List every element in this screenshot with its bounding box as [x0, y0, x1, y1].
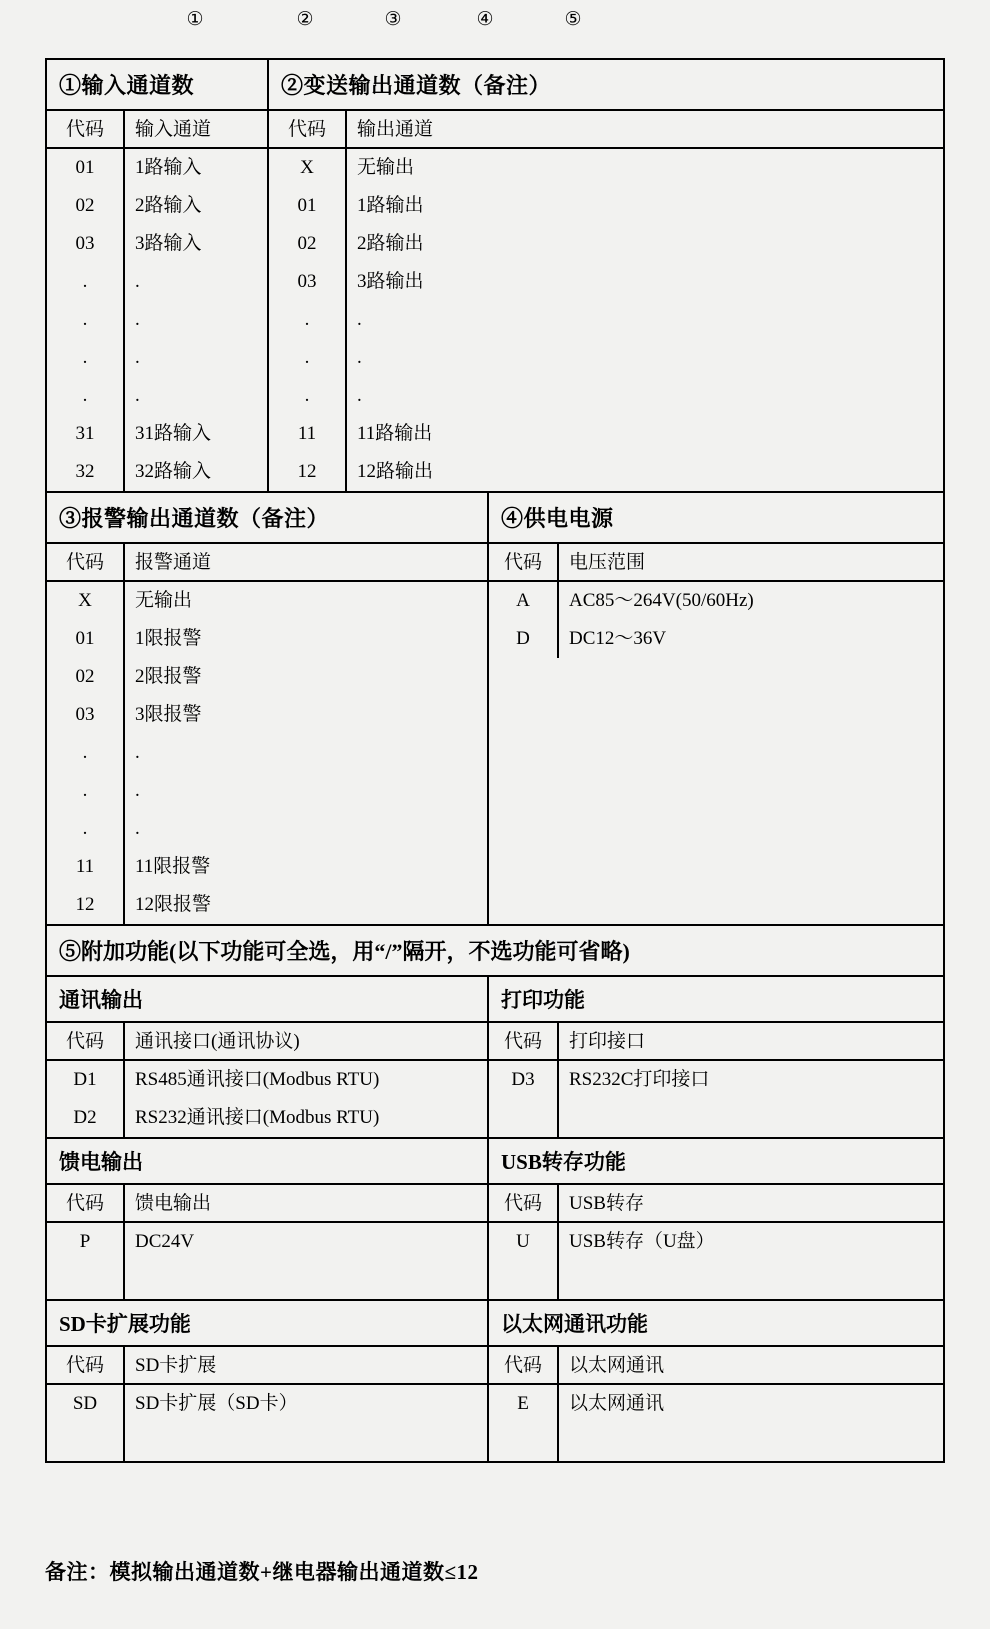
spec-table	[45, 58, 945, 1463]
sd-code-column	[47, 1347, 125, 1461]
desc-cell: .	[135, 385, 140, 406]
power-desc-column	[125, 1185, 487, 1299]
desc-cell: 3限报警	[135, 704, 202, 725]
block-title-row-1	[47, 977, 943, 1023]
section-5-title: ⑤附加功能(以下功能可全选，用“/”隔开，不选功能可省略)	[59, 939, 630, 964]
section-1-code-header: 代码	[47, 111, 123, 149]
desc-cell: 1路输入	[135, 157, 202, 178]
desc-cell: .	[135, 309, 140, 330]
code-cell: E	[517, 1393, 529, 1414]
code-cell: 02	[75, 195, 95, 216]
desc-cell: 12路输出	[357, 461, 434, 482]
code-cell: D2	[73, 1107, 97, 1128]
block-title-usb: USB转存功能	[501, 1150, 626, 1174]
code-cell: 02	[297, 233, 317, 254]
desc-cell: 11限报警	[135, 856, 211, 877]
section-2-desc-column	[347, 111, 943, 491]
desc-cell: RS232C打印接口	[569, 1069, 710, 1090]
marker-3: ③	[384, 9, 402, 30]
power-desc-header: 馈电输出	[125, 1185, 487, 1223]
block-title-cell-print	[487, 977, 943, 1021]
block-body-ethernet	[487, 1347, 943, 1461]
section-1-desc-header: 输入通道	[125, 111, 267, 149]
desc-cell: 12限报警	[135, 894, 212, 915]
power-code-header: 代码	[47, 1185, 123, 1223]
code-cell: D1	[73, 1069, 97, 1090]
code-cell: 01	[297, 195, 317, 216]
desc-cell: AC85～264V(50/60Hz)	[569, 590, 754, 611]
print-code-column	[489, 1023, 559, 1137]
block-title-sd: SD卡扩展功能	[59, 1312, 191, 1336]
desc-cell: .	[135, 271, 140, 292]
section-1-title: ①输入通道数	[59, 73, 195, 98]
code-cell: .	[304, 347, 310, 368]
code-cell: A	[516, 590, 530, 611]
print-desc-header: 打印接口	[559, 1023, 943, 1061]
code-cell: .	[82, 347, 88, 368]
section-4-desc-column	[559, 544, 943, 658]
desc-cell: USB转存（U盘）	[569, 1231, 715, 1252]
print-code-header: 代码	[489, 1023, 557, 1061]
desc-cell: RS232通讯接口(Modbus RTU)	[135, 1107, 380, 1128]
section-3-4-header-row	[47, 493, 943, 544]
desc-cell: DC24V	[135, 1231, 195, 1252]
section-4-body	[487, 544, 943, 924]
ethernet-desc-header: 以太网通讯	[559, 1347, 943, 1385]
sd-desc-header: SD卡扩展	[125, 1347, 487, 1385]
section-1-2-body-row	[47, 111, 943, 493]
marker-5: ⑤	[564, 9, 582, 30]
code-cell: D3	[511, 1069, 535, 1090]
desc-cell: RS485通讯接口(Modbus RTU)	[135, 1069, 380, 1090]
usb-code-column	[489, 1185, 559, 1299]
section-3-code-column	[47, 544, 125, 924]
desc-cell: 2路输出	[357, 233, 424, 254]
desc-cell: 31路输入	[135, 423, 212, 444]
section-3-desc-column	[125, 544, 487, 924]
desc-cell: DC12～36V	[569, 628, 667, 649]
section-4-code-header: 代码	[489, 544, 557, 582]
block-body-power	[47, 1185, 487, 1299]
desc-cell: 3路输入	[135, 233, 202, 254]
desc-cell: 1限报警	[135, 628, 202, 649]
desc-cell: 3路输出	[357, 271, 424, 292]
section-4-desc-header: 电压范围	[559, 544, 943, 582]
comm-desc-header: 通讯接口(通讯协议)	[125, 1023, 487, 1061]
code-cell: .	[82, 780, 88, 801]
section-1-2-header-row	[47, 60, 943, 111]
block-body-print	[487, 1023, 943, 1137]
section-2-title: ②变送输出通道数（备注）	[281, 73, 552, 98]
code-cell: 03	[75, 233, 95, 254]
marker-row	[0, 8, 990, 42]
ethernet-code-column	[489, 1347, 559, 1461]
code-cell-empty	[489, 1261, 557, 1299]
footnote: 备注：模拟输出通道数+继电器输出通道数≤12	[45, 1560, 479, 1584]
marker-2: ②	[296, 9, 314, 30]
section-1-desc-column	[125, 111, 267, 491]
section-3-title: ③报警输出通道数（备注）	[59, 506, 330, 531]
section-2-body	[267, 111, 943, 491]
section-3-code-header: 代码	[47, 544, 123, 582]
section-3-body	[47, 544, 487, 924]
usb-code-header: 代码	[489, 1185, 557, 1223]
code-cell: X	[78, 590, 92, 611]
code-cell: 01	[75, 628, 95, 649]
sd-code-header: 代码	[47, 1347, 123, 1385]
code-cell-empty	[489, 1099, 557, 1137]
section-3-4-body-row	[47, 544, 943, 926]
code-cell: .	[82, 271, 88, 292]
section-4-title-cell	[487, 493, 943, 542]
marker-1: ①	[186, 9, 204, 30]
code-cell: .	[82, 818, 88, 839]
section-2-code-column	[269, 111, 347, 491]
desc-cell: .	[357, 309, 362, 330]
desc-cell: .	[135, 742, 140, 763]
code-cell-empty	[47, 1423, 123, 1461]
code-cell: 12	[75, 894, 95, 915]
desc-cell: 2限报警	[135, 666, 202, 687]
block-title-print: 打印功能	[501, 988, 585, 1012]
section-3-title-cell	[47, 493, 487, 542]
block-title-cell-sd	[47, 1301, 487, 1345]
section-2-desc-header: 输出通道	[347, 111, 943, 149]
desc-cell: 无输出	[135, 590, 193, 611]
desc-cell: .	[135, 347, 140, 368]
section-5-title-row	[47, 926, 943, 977]
desc-cell-empty	[125, 1261, 487, 1299]
code-cell: .	[82, 742, 88, 763]
desc-cell: 2路输入	[135, 195, 202, 216]
section-1-code-column	[47, 111, 125, 491]
desc-cell-empty	[125, 1423, 487, 1461]
desc-cell-empty	[559, 1099, 943, 1137]
section-4-title: ④供电电源	[501, 506, 614, 531]
block-title-power: 馈电输出	[59, 1150, 143, 1174]
code-cell-empty	[489, 1423, 557, 1461]
block-title-comm: 通讯输出	[59, 988, 143, 1012]
desc-cell: 1路输出	[357, 195, 424, 216]
section-4-code-column	[489, 544, 559, 658]
block-body-row-3	[47, 1347, 943, 1461]
code-cell: 01	[75, 157, 95, 178]
code-cell: .	[82, 309, 88, 330]
code-cell: U	[516, 1231, 530, 1252]
code-cell: SD	[72, 1393, 98, 1414]
block-body-sd	[47, 1347, 487, 1461]
ethernet-code-header: 代码	[489, 1347, 557, 1385]
code-cell: 11	[297, 423, 317, 444]
block-body-row-2	[47, 1185, 943, 1301]
block-title-cell-power	[47, 1139, 487, 1183]
block-title-cell-comm	[47, 977, 487, 1021]
code-cell: 32	[75, 461, 95, 482]
comm-code-header: 代码	[47, 1023, 123, 1061]
desc-cell: .	[357, 347, 362, 368]
comm-desc-column	[125, 1023, 487, 1137]
usb-desc-header: USB转存	[559, 1185, 943, 1223]
block-title-ethernet: 以太网通讯功能	[501, 1312, 648, 1336]
code-cell: D	[516, 628, 530, 649]
desc-cell: 11路输出	[357, 423, 433, 444]
section-1-body	[47, 111, 267, 491]
code-cell: 03	[297, 271, 317, 292]
desc-cell: .	[135, 780, 140, 801]
desc-cell: .	[357, 385, 362, 406]
block-body-row-1	[47, 1023, 943, 1139]
block-title-row-2	[47, 1139, 943, 1185]
block-title-cell-usb	[487, 1139, 943, 1183]
section-2-title-cell	[267, 60, 943, 109]
code-cell: X	[300, 157, 314, 178]
print-desc-column	[559, 1023, 943, 1137]
marker-4: ④	[476, 9, 494, 30]
code-cell: 03	[75, 704, 95, 725]
code-cell-empty	[47, 1261, 123, 1299]
desc-cell-empty	[559, 1261, 943, 1299]
section-5-title-cell	[47, 926, 943, 975]
desc-cell: SD卡扩展（SD卡）	[135, 1393, 298, 1414]
section-3-desc-header: 报警通道	[125, 544, 487, 582]
code-cell: 31	[75, 423, 95, 444]
code-cell: 12	[297, 461, 317, 482]
ethernet-desc-column	[559, 1347, 943, 1461]
desc-cell: 以太网通讯	[569, 1393, 665, 1414]
code-cell: .	[304, 309, 310, 330]
desc-cell: .	[135, 818, 140, 839]
code-cell: .	[304, 385, 310, 406]
code-cell: P	[79, 1231, 91, 1252]
block-title-cell-ethernet	[487, 1301, 943, 1345]
power-code-column	[47, 1185, 125, 1299]
desc-cell: 无输出	[357, 157, 415, 178]
desc-cell-empty	[559, 1423, 943, 1461]
comm-code-column	[47, 1023, 125, 1137]
code-cell: .	[82, 385, 88, 406]
section-1-title-cell	[47, 60, 267, 109]
code-cell: 02	[75, 666, 95, 687]
desc-cell: 32路输入	[135, 461, 212, 482]
code-cell: 11	[75, 856, 95, 877]
block-body-usb	[487, 1185, 943, 1299]
sd-desc-column	[125, 1347, 487, 1461]
usb-desc-column	[559, 1185, 943, 1299]
section-2-code-header: 代码	[269, 111, 345, 149]
block-body-comm	[47, 1023, 487, 1137]
block-title-row-3	[47, 1301, 943, 1347]
